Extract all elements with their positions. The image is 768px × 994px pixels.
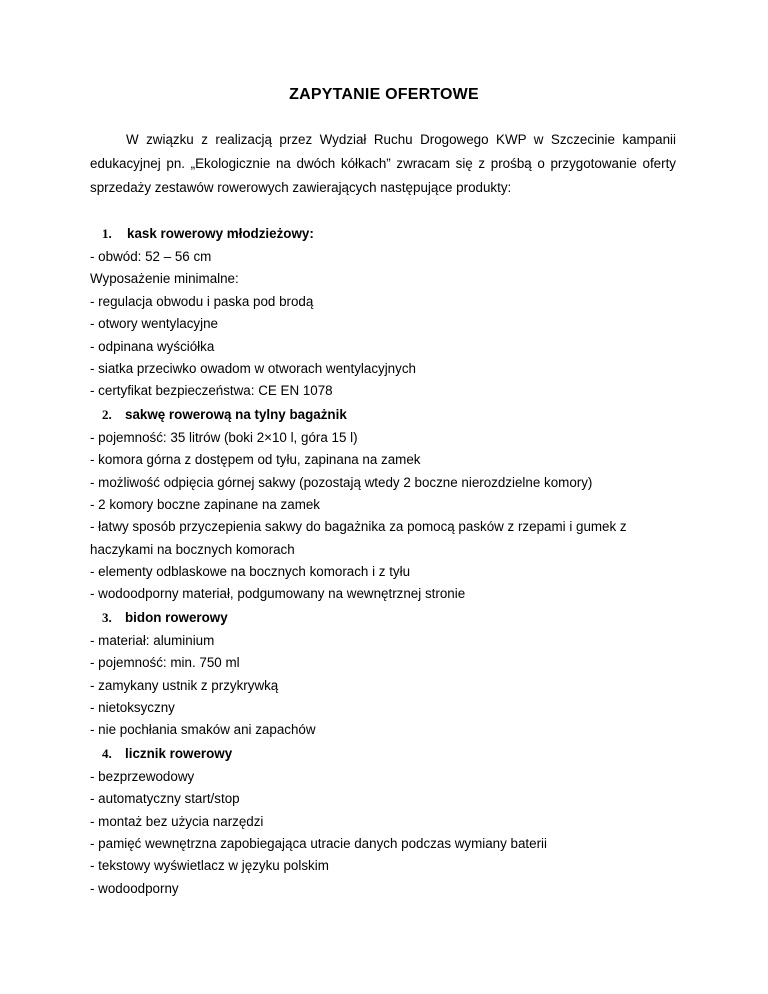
list-item: - łatwy sposób przyczepienia sakwy do bagażnika za pomocą pasków z rzepami i gumek z [90, 519, 627, 535]
list-item: - obwód: 52 – 56 cm [90, 249, 212, 264]
list-item: - wodoodporny materiał, podgumowany na wewnętrznej stronie [90, 586, 466, 602]
list-item: - wodoodporny [90, 880, 179, 896]
list-item: - pojemność: min. 750 ml [90, 655, 240, 671]
section-number: 2. [102, 406, 112, 422]
list-item: Wyposażenie minimalne: [90, 271, 239, 287]
list-item: - elementy odblaskowe na bocznych komorach i z tyłu [90, 564, 411, 580]
list-item: - pojemność: 35 litrów (boki 2×10 l, góra 15 l) [90, 429, 358, 445]
list-item: - pamięć wewnętrzna zapobiegająca utracie danych podczas wymiany baterii [90, 835, 548, 851]
intro-paragraph: W związku z realizacją przez Wydział Ruchu Drogowego KWP w Szczecinie kampanii edukacyjnej pn. „Ekologicznie na dwóch kółkach” zwracam się z prośbą o przygotowanie oferty sprzedaży zestawów rowerowych zawierających następujące produkty: [90, 132, 676, 195]
list-item: - otwory wentylacyjne [90, 316, 219, 332]
page-title: ZAPYTANIE OFERTOWE [289, 86, 479, 103]
list-item: - nietoksyczny [90, 700, 175, 716]
list-item: - montaż bez użycia narzędzi [90, 813, 264, 829]
section-heading-3 [90, 606, 690, 630]
list-item: - tekstowy wyświetlacz w języku polskim [90, 858, 329, 874]
section-title: licznik rowerowy [125, 745, 233, 761]
list-item: - automatyczny start/stop [90, 791, 240, 807]
list-item: - możliwość odpięcia górnej sakwy (pozostają wtedy 2 boczne nierozdzielne komory) [90, 474, 593, 490]
list-item: - materiał: aluminium [90, 632, 215, 648]
section-heading-2 [90, 403, 690, 427]
list-item: - 2 komory boczne zapinane na zamek [90, 496, 320, 512]
list-item: - nie pochłania smaków ani zapachów [90, 722, 316, 738]
list-item: - odpinana wyściółka [90, 338, 215, 354]
list-item: - zamykany ustnik z przykrywką [90, 677, 279, 693]
section-heading-4 [90, 742, 690, 766]
list-item: - komora górna z dostępem od tyłu, zapinana na zamek [90, 452, 421, 468]
section-number: 3. [102, 609, 112, 625]
section-number: 4. [102, 745, 112, 761]
section-title: kask rowerowy młodzieżowy: [127, 226, 314, 241]
product-list [90, 222, 690, 900]
section-title: bidon rowerowy [125, 609, 228, 625]
list-item: - bezprzewodowy [90, 768, 195, 784]
section-number: 1. [102, 226, 112, 241]
list-item: haczykami na bocznych komorach [90, 541, 295, 557]
list-item: - certyfikat bezpieczeństwa: CE EN 1078 [90, 383, 333, 399]
section-title: sakwę rowerową na tylny bagażnik [125, 406, 347, 422]
list-item: - regulacja obwodu i paska pod brodą [90, 293, 314, 309]
list-item: - siatka przeciwko owadom w otworach wentylacyjnych [90, 360, 416, 376]
section-heading-1 [90, 222, 690, 246]
